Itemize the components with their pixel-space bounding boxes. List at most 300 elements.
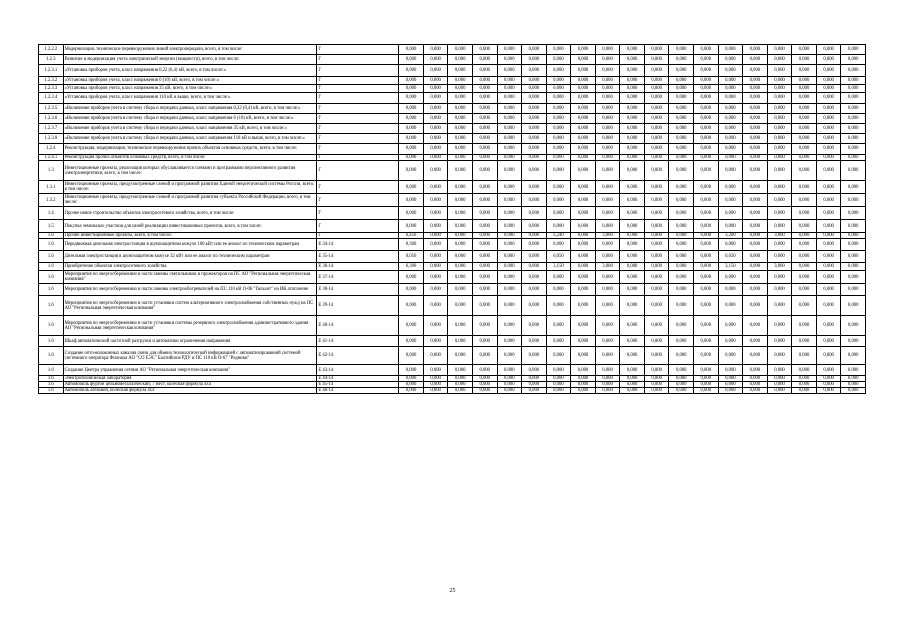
value-cell: 0,000 [448,124,473,134]
value-cell: 0,000 [423,65,448,77]
value-cell: 0,000 [718,207,743,220]
value-cell: 0,000 [571,263,596,271]
value-cell: 0,000 [399,55,424,65]
project-id-cell: Е 46-14 [317,388,399,394]
value-cell: 0,000 [546,155,571,161]
value-cell: 0,000 [767,114,792,124]
value-cell: 0,000 [399,45,424,55]
value-cell: 0,000 [694,45,719,55]
value-cell: 0,000 [792,85,817,93]
table-row [39,104,866,114]
value-cell: 0,000 [571,207,596,220]
project-id-cell: Г [317,124,399,134]
value-cell: 0,000 [669,161,694,181]
value-cell: 0,000 [694,233,719,239]
value-cell: 0,000 [472,388,497,394]
value-cell: 0,000 [620,233,645,239]
row-code-cell: 1.6 [39,239,64,251]
row-code-cell: 1.2.4 [39,144,64,155]
value-cell: 0,000 [399,77,424,85]
value-cell: 0,000 [472,239,497,251]
value-cell: 0,000 [841,77,866,85]
value-cell: 0,000 [718,376,743,382]
value-cell: 0,000 [669,124,694,134]
project-id-cell: Г [317,85,399,93]
project-id-cell: Г [317,220,399,233]
value-cell: 0,000 [767,161,792,181]
value-cell: 0,000 [522,134,547,144]
value-cell: 0,000 [571,194,596,207]
value-cell: 0,000 [448,336,473,347]
value-cell: 0,000 [497,104,522,114]
value-cell: 0,000 [620,134,645,144]
row-code-cell: 1.2.3 [39,55,64,65]
value-cell: 0,000 [669,296,694,316]
project-name-cell: Развитие и модернизация учета электрической энергии (мощности), всего, в том числе: [63,55,317,65]
row-code-cell: 1.6 [39,376,64,382]
value-cell: 3,000 [595,263,620,271]
value-cell: 0,000 [644,296,669,316]
project-name-cell: Мероприятия по энергосбережению в части замены светильников и прожекторов на ПС АО "Региональная энергетическая компания" [63,271,317,284]
value-cell: 0,000 [448,376,473,382]
value-cell: 0,000 [767,155,792,161]
row-code-cell: 1.2.3.8 [39,134,64,144]
value-cell: 0,000 [595,114,620,124]
value-cell: 0,000 [644,207,669,220]
value-cell: 0,000 [571,161,596,181]
value-cell: 0,000 [743,316,768,336]
value-cell: 0,000 [448,388,473,394]
value-cell: 0,000 [497,388,522,394]
value-cell: 0,000 [595,194,620,207]
project-name-cell: Инвестиционные проекты, предусмотренные схемой и программой развития субъекта Российской Федерации, всего, в том числе: [63,194,317,207]
value-cell: 0,000 [423,376,448,382]
value-cell: 0,000 [546,388,571,394]
value-cell: 3,200 [718,233,743,239]
value-cell: 0,000 [669,144,694,155]
value-cell: 0,000 [620,296,645,316]
value-cell: 0,000 [694,365,719,376]
value-cell: 0,000 [669,251,694,263]
value-cell: 0,000 [448,207,473,220]
value-cell: 0,000 [743,388,768,394]
value-cell: 0,000 [718,161,743,181]
value-cell: 0,000 [399,65,424,77]
value-cell: 0,000 [522,382,547,388]
row-code-cell: 1.6 [39,271,64,284]
value-cell: 0,000 [743,161,768,181]
value-cell: 0,000 [816,114,841,124]
value-cell: 0,000 [522,55,547,65]
value-cell: 0,000 [546,382,571,388]
value-cell: 0,000 [399,316,424,336]
value-cell: 0,000 [792,263,817,271]
value-cell: 0,000 [644,104,669,114]
value-cell: 0,000 [423,239,448,251]
value-cell: 0,000 [743,155,768,161]
value-cell: 0,000 [718,316,743,336]
value-cell: 0,000 [743,77,768,85]
project-id-cell: Е 34-14 [317,239,399,251]
value-cell: 0,000 [644,220,669,233]
value-cell: 0,000 [497,376,522,382]
value-cell: 0,000 [718,388,743,394]
value-cell: 0,000 [718,55,743,65]
value-cell: 0,000 [841,144,866,155]
table-row [39,114,866,124]
value-cell: 0,000 [595,85,620,93]
table-row [39,388,866,394]
value-cell: 0,000 [546,134,571,144]
value-cell: 6,300 [399,263,424,271]
value-cell: 0,000 [669,181,694,194]
value-cell: 0,000 [743,194,768,207]
value-cell: 0,000 [841,336,866,347]
value-cell: 0,000 [497,347,522,365]
value-cell: 0,000 [669,382,694,388]
value-cell: 0,000 [571,134,596,144]
value-cell: 0,000 [669,388,694,394]
value-cell: 0,000 [718,284,743,296]
value-cell: 0,000 [694,181,719,194]
table-row [39,316,866,336]
value-cell: 0,000 [472,347,497,365]
value-cell: 0,000 [423,207,448,220]
value-cell: 0,000 [743,93,768,104]
value-cell: 0,000 [792,124,817,134]
table-row [39,161,866,181]
value-cell: 0,000 [546,45,571,55]
value-cell: 0,000 [472,194,497,207]
value-cell: 0,000 [669,239,694,251]
value-cell: 0,000 [841,194,866,207]
value-cell: 0,000 [571,271,596,284]
value-cell: 0,000 [423,233,448,239]
value-cell: 0,000 [767,296,792,316]
value-cell: 0,000 [694,220,719,233]
project-id-cell: Г [317,65,399,77]
value-cell: 0,000 [792,194,817,207]
value-cell: 0,000 [595,365,620,376]
value-cell: 0,000 [423,45,448,55]
value-cell: 0,000 [743,114,768,124]
value-cell: 0,000 [767,93,792,104]
value-cell: 0,000 [522,316,547,336]
value-cell: 0,000 [669,104,694,114]
row-code-cell: 1.2.3.2 [39,77,64,85]
value-cell: 0,000 [694,55,719,65]
value-cell: 0,000 [472,85,497,93]
value-cell: 0,000 [816,220,841,233]
value-cell: 0,000 [841,296,866,316]
value-cell: 0,000 [792,93,817,104]
value-cell: 0,000 [472,220,497,233]
value-cell: 0,000 [767,239,792,251]
project-id-cell: Г [317,181,399,194]
value-cell: 0,000 [694,104,719,114]
value-cell: 0,000 [718,181,743,194]
value-cell: 0,000 [571,124,596,134]
value-cell: 0,000 [399,376,424,382]
value-cell: 0,000 [522,207,547,220]
project-id-cell: Е 42-14 [317,347,399,365]
table-row [39,365,866,376]
value-cell: 0,000 [620,271,645,284]
value-cell: 0,000 [423,194,448,207]
value-cell: 0,000 [571,233,596,239]
value-cell: 0,000 [620,347,645,365]
value-cell: 0,000 [546,239,571,251]
value-cell: 0,000 [767,85,792,93]
project-id-cell: Е 40-14 [317,316,399,336]
value-cell: 0,000 [841,155,866,161]
table-row [39,271,866,284]
value-cell: 0,000 [841,104,866,114]
value-cell: 0,000 [792,114,817,124]
value-cell: 0,000 [743,382,768,388]
value-cell: 0,000 [792,388,817,394]
value-cell: 0,000 [423,55,448,65]
value-cell: 0,000 [841,93,866,104]
value-cell: 0,000 [571,239,596,251]
value-cell: 0,000 [448,181,473,194]
value-cell: 0,000 [669,365,694,376]
value-cell: 0,000 [571,316,596,336]
value-cell: 0,000 [571,336,596,347]
project-id-cell: Е 45-14 [317,382,399,388]
value-cell: 0,000 [644,93,669,104]
value-cell: 0,000 [743,263,768,271]
value-cell: 0,000 [816,65,841,77]
value-cell: 0,000 [620,55,645,65]
value-cell: 0,000 [571,104,596,114]
value-cell: 0,000 [472,65,497,77]
project-name-cell: «Включение приборов учета в систему сбора и передачи данных, класс напряжения 0,22 (0,4) кВ, всего, в том числе:» [63,104,317,114]
value-cell: 0,000 [767,382,792,388]
value-cell: 0,000 [792,134,817,144]
value-cell: 0,000 [423,382,448,388]
value-cell: 0,000 [595,161,620,181]
value-cell: 0,000 [743,207,768,220]
value-cell: 0,000 [669,114,694,124]
value-cell: 0,000 [472,251,497,263]
value-cell: 0,000 [743,336,768,347]
value-cell: 0,000 [694,376,719,382]
value-cell: 0,000 [546,144,571,155]
value-cell: 0,000 [644,382,669,388]
value-cell: 0,000 [448,155,473,161]
value-cell: 0,000 [497,194,522,207]
value-cell: 0,000 [767,316,792,336]
value-cell: 0,000 [743,45,768,55]
table-row [39,45,866,55]
value-cell: 0,000 [595,93,620,104]
value-cell: 0,050 [546,251,571,263]
value-cell: 0,000 [743,365,768,376]
table-row [39,124,866,134]
value-cell: 0,000 [816,316,841,336]
value-cell: 0,000 [841,251,866,263]
value-cell: 0,000 [448,55,473,65]
value-cell: 0,000 [595,271,620,284]
value-cell: 0,000 [718,134,743,144]
project-id-cell: Е 38-14 [317,284,399,296]
row-code-cell: 1.4 [39,207,64,220]
value-cell: 0,000 [595,296,620,316]
value-cell: 0,000 [423,316,448,336]
value-cell: 0,000 [694,271,719,284]
value-cell: 0,000 [644,45,669,55]
value-cell: 0,000 [644,376,669,382]
row-code-cell: 1.2.3.1 [39,65,64,77]
project-id-cell: Г [317,93,399,104]
value-cell: 0,000 [497,220,522,233]
value-cell: 0,000 [816,296,841,316]
value-cell: 0,000 [841,124,866,134]
value-cell: 0,000 [399,336,424,347]
value-cell: 0,000 [472,144,497,155]
value-cell: 0,000 [644,55,669,65]
value-cell: 0,000 [743,220,768,233]
value-cell: 0,000 [423,155,448,161]
value-cell: 0,000 [472,124,497,134]
value-cell: 0,000 [767,104,792,114]
value-cell: 0,000 [497,233,522,239]
value-cell: 0,000 [816,134,841,144]
project-id-cell: Г [317,45,399,55]
value-cell: 0,000 [743,85,768,93]
value-cell: 0,000 [743,181,768,194]
value-cell: 0,000 [472,382,497,388]
value-cell: 0,000 [669,93,694,104]
value-cell: 0,000 [816,263,841,271]
value-cell: 0,000 [472,316,497,336]
row-code-cell: 1.6 [39,284,64,296]
value-cell: 0,000 [792,45,817,55]
value-cell: 0,000 [522,296,547,316]
value-cell: 0,000 [571,251,596,263]
value-cell: 0,000 [743,284,768,296]
value-cell: 3,000 [767,263,792,271]
project-name-cell: Создание опто-волоконных каналов связи для обмена технологической информацией с автоматизированной системой системного оператора Филиала АО "СО ЕЭС" Балтийское РДУ и ПС 110 кВ О-67 "Родники" [63,347,317,365]
value-cell: 0,000 [522,155,547,161]
value-cell: 0,000 [620,220,645,233]
table-row [39,144,866,155]
value-cell: 0,000 [448,382,473,388]
value-cell: 0,000 [546,93,571,104]
value-cell: 0,000 [546,220,571,233]
value-cell: 0,000 [399,284,424,296]
row-code-cell: 1.3.1 [39,181,64,194]
project-id-cell: Е 36-14 [317,263,399,271]
value-cell: 0,000 [620,388,645,394]
value-cell: 0,000 [497,284,522,296]
value-cell: 0,000 [595,181,620,194]
row-code-cell: 1.6 [39,347,64,365]
value-cell: 0,000 [792,347,817,365]
project-id-cell: Е 41-14 [317,336,399,347]
value-cell: 0,000 [423,271,448,284]
value-cell: 0,000 [792,220,817,233]
value-cell: 0,000 [522,233,547,239]
value-cell: 0,000 [816,251,841,263]
value-cell: 0,000 [571,45,596,55]
value-cell: 0,000 [767,376,792,382]
value-cell: 0,000 [620,251,645,263]
value-cell: 0,000 [841,114,866,124]
value-cell: 0,000 [423,85,448,93]
value-cell: 0,000 [546,365,571,376]
value-cell: 0,000 [644,233,669,239]
value-cell: 0,000 [644,85,669,93]
value-cell: 0,000 [448,296,473,316]
value-cell: 0,000 [497,263,522,271]
value-cell: 0,000 [816,271,841,284]
project-name-cell: «Установка приборов учета, класс напряжения 6 (10) кВ, всего, в том числе:» [63,77,317,85]
value-cell: 0,000 [767,336,792,347]
value-cell: 0,000 [448,161,473,181]
value-cell: 0,000 [522,104,547,114]
value-cell: 0,000 [694,65,719,77]
value-cell: 0,000 [644,134,669,144]
row-code-cell: 1.2.3.3 [39,85,64,93]
value-cell: 0,000 [816,336,841,347]
value-cell: 0,000 [522,181,547,194]
value-cell: 0,000 [571,284,596,296]
value-cell: 0,000 [767,45,792,55]
value-cell: 0,000 [546,114,571,124]
value-cell: 0,000 [767,347,792,365]
value-cell: 0,000 [620,65,645,77]
value-cell: 0,000 [546,296,571,316]
value-cell: 0,000 [423,124,448,134]
value-cell: 0,000 [669,233,694,239]
value-cell: 0,000 [694,296,719,316]
value-cell: 0,000 [694,161,719,181]
value-cell: 0,000 [399,104,424,114]
row-code-cell: 1.6 [39,251,64,263]
value-cell: 0,000 [694,114,719,124]
value-cell: 0,000 [694,239,719,251]
value-cell: 0,000 [448,114,473,124]
value-cell: 0,000 [423,347,448,365]
value-cell: 0,000 [718,155,743,161]
value-cell: 0,000 [620,336,645,347]
project-id-cell: Е 44-14 [317,376,399,382]
row-code-cell: 1.6 [39,316,64,336]
value-cell: 0,300 [399,239,424,251]
value-cell: 0,000 [571,144,596,155]
value-cell: 0,000 [448,194,473,207]
value-cell: 0,000 [571,296,596,316]
value-cell: 0,000 [571,114,596,124]
table-row [39,93,866,104]
value-cell: 0,000 [448,220,473,233]
value-cell: 0,000 [522,388,547,394]
value-cell: 0,000 [472,296,497,316]
value-cell: 0,000 [718,382,743,388]
value-cell: 0,000 [423,251,448,263]
value-cell: 0,000 [571,155,596,161]
project-name-cell: «Установка приборов учета, класс напряжения 110 кВ и выше, всего, в том числе:» [63,93,317,104]
value-cell: 0,000 [448,65,473,77]
value-cell: 0,000 [571,77,596,85]
value-cell: 0,000 [792,207,817,220]
value-cell: 0,000 [767,194,792,207]
table-row [39,77,866,85]
value-cell: 0,000 [423,134,448,144]
value-cell: 0,000 [694,263,719,271]
